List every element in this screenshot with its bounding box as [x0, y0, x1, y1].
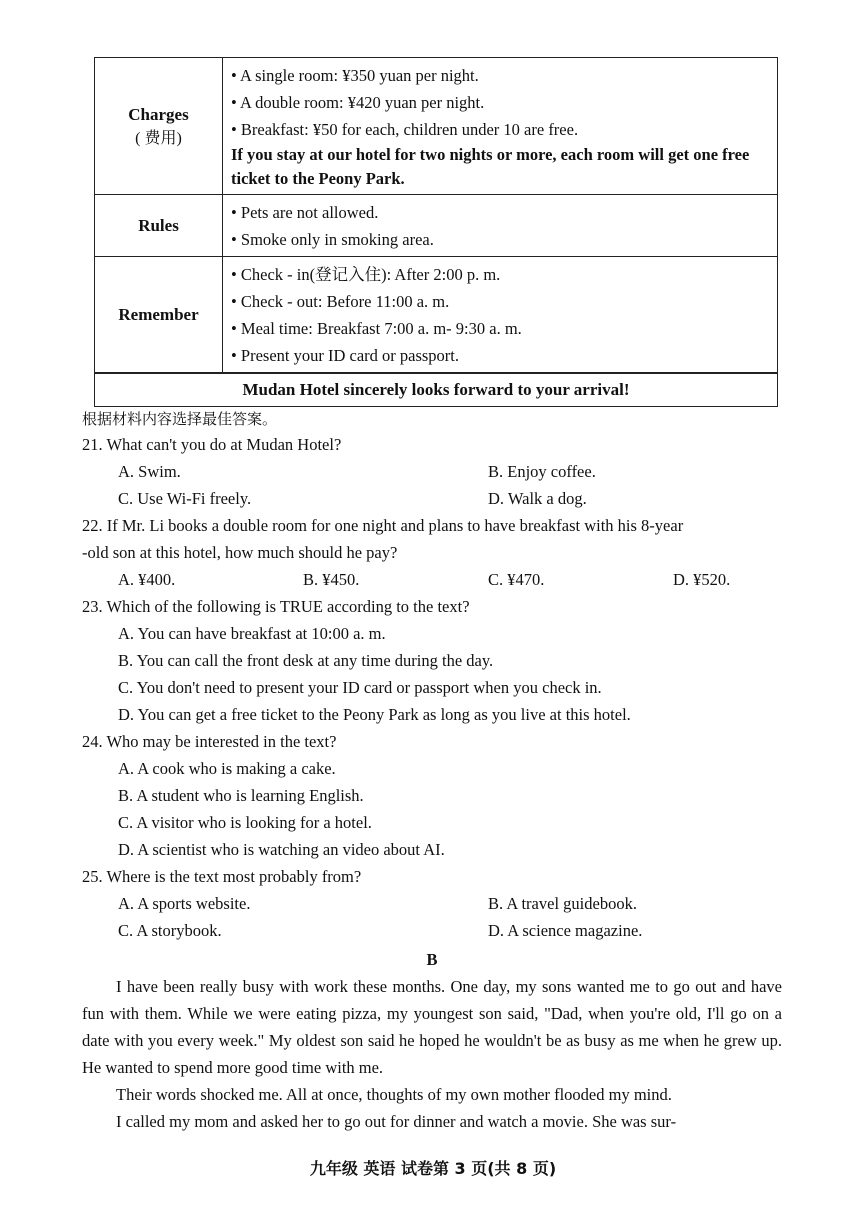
option[interactable]: D. A science magazine. [488, 921, 643, 940]
question-21-stem: 21. What can't you do at Mudan Hotel? [82, 435, 342, 454]
passage-paragraph: Their words shocked me. All at once, thoughts of my own mother flooded my mind. [116, 1085, 672, 1104]
remember-item: • Present your ID card or passport. [231, 342, 771, 369]
table-footer: Mudan Hotel sincerely looks forward to your arrival! [95, 373, 778, 407]
section-b-title: B [426, 950, 438, 969]
option[interactable]: D. Walk a dog. [488, 489, 587, 508]
question-25-options [82, 890, 782, 944]
option[interactable]: A. You can have breakfast at 10:00 a. m. [118, 624, 386, 643]
charges-label-cn: ( 费用) [135, 129, 182, 147]
option[interactable]: C. A storybook. [118, 921, 222, 940]
charges-content [223, 58, 778, 195]
option[interactable]: C. Use Wi-Fi freely. [118, 489, 252, 508]
question-22-stem-cont: -old son at this hotel, how much should he pay? [82, 543, 398, 562]
option[interactable]: B. You can call the front desk at any time during the day. [118, 651, 494, 670]
option[interactable]: A. Swim. [118, 462, 181, 481]
charges-item: • A single room: ¥350 yuan per night. [231, 62, 771, 89]
remember-item: • Check - in(登记入住): After 2:00 p. m. [231, 261, 771, 288]
option[interactable]: B. A student who is learning English. [118, 786, 364, 805]
instruction: 根据材料内容选择最佳答案。 [82, 410, 278, 428]
remember-item: • Check - out: Before 11:00 a. m. [231, 288, 771, 315]
option[interactable]: C. ¥470. [488, 570, 545, 589]
passage-paragraph: I called my mom and asked her to go out for dinner and watch a movie. She was sur- [116, 1112, 677, 1131]
questions-area [82, 407, 782, 1135]
option[interactable]: A. A cook who is making a cake. [118, 759, 336, 778]
option[interactable]: C. A visitor who is looking for a hotel. [118, 813, 372, 832]
question-22-options [82, 566, 782, 593]
rules-item: • Smoke only in smoking area. [231, 226, 771, 253]
remember-item: • Meal time: Breakfast 7:00 a. m- 9:30 a. m. [231, 315, 771, 342]
question-24-stem: 24. Who may be interested in the text? [82, 732, 337, 751]
option[interactable]: C. You don't need to present your ID card or passport when you check in. [118, 678, 602, 697]
table-footer-row [95, 373, 778, 407]
option[interactable]: D. A scientist who is watching an video about AI. [118, 840, 445, 859]
option[interactable]: B. Enjoy coffee. [488, 462, 596, 481]
option[interactable]: B. A travel guidebook. [488, 894, 637, 913]
rules-label: Rules [95, 195, 223, 257]
charges-note: If you stay at our hotel for two nights or more, each room will get one free ticket to the Peony Park. [231, 145, 750, 188]
question-25-stem: 25. Where is the text most probably from? [82, 867, 362, 886]
remember-content [223, 257, 778, 374]
remember-row [95, 257, 778, 374]
charges-label: Charges [128, 104, 189, 124]
rules-item: • Pets are not allowed. [231, 199, 771, 226]
option[interactable]: D. You can get a free ticket to the Peony Park as long as you live at this hotel. [118, 705, 631, 724]
question-22-stem: 22. If Mr. Li books a double room for one night and plans to have breakfast with his 8-year [82, 516, 684, 535]
rules-content [223, 195, 778, 257]
page-footer: 九年级 英语 试卷第 3 页(共 8 页) [309, 1159, 557, 1178]
rules-row [95, 195, 778, 257]
charges-row [95, 58, 778, 195]
question-23-stem: 23. Which of the following is TRUE according to the text? [82, 597, 470, 616]
hotel-info-table [94, 57, 778, 407]
passage-paragraph: I have been really busy with work these months. One day, my sons wanted me to go out and have fun with them. While we were eating pizza, my youngest son said, "Dad, when you're old, I'll go on a date with you every week." My oldest son said he hoped he wouldn't be as busy as me when he grew up. He wanted to spend more good time with me. [82, 977, 782, 1077]
option[interactable]: A. ¥400. [118, 570, 176, 589]
option[interactable]: D. ¥520. [673, 570, 731, 589]
option[interactable]: B. ¥450. [303, 570, 360, 589]
charges-item: • Breakfast: ¥50 for each, children under 10 are free. [231, 116, 771, 143]
charges-item: • A double room: ¥420 yuan per night. [231, 89, 771, 116]
remember-label: Remember [95, 257, 223, 374]
question-21-options [82, 458, 782, 512]
charges-label-cell [95, 58, 223, 195]
option[interactable]: A. A sports website. [118, 894, 251, 913]
